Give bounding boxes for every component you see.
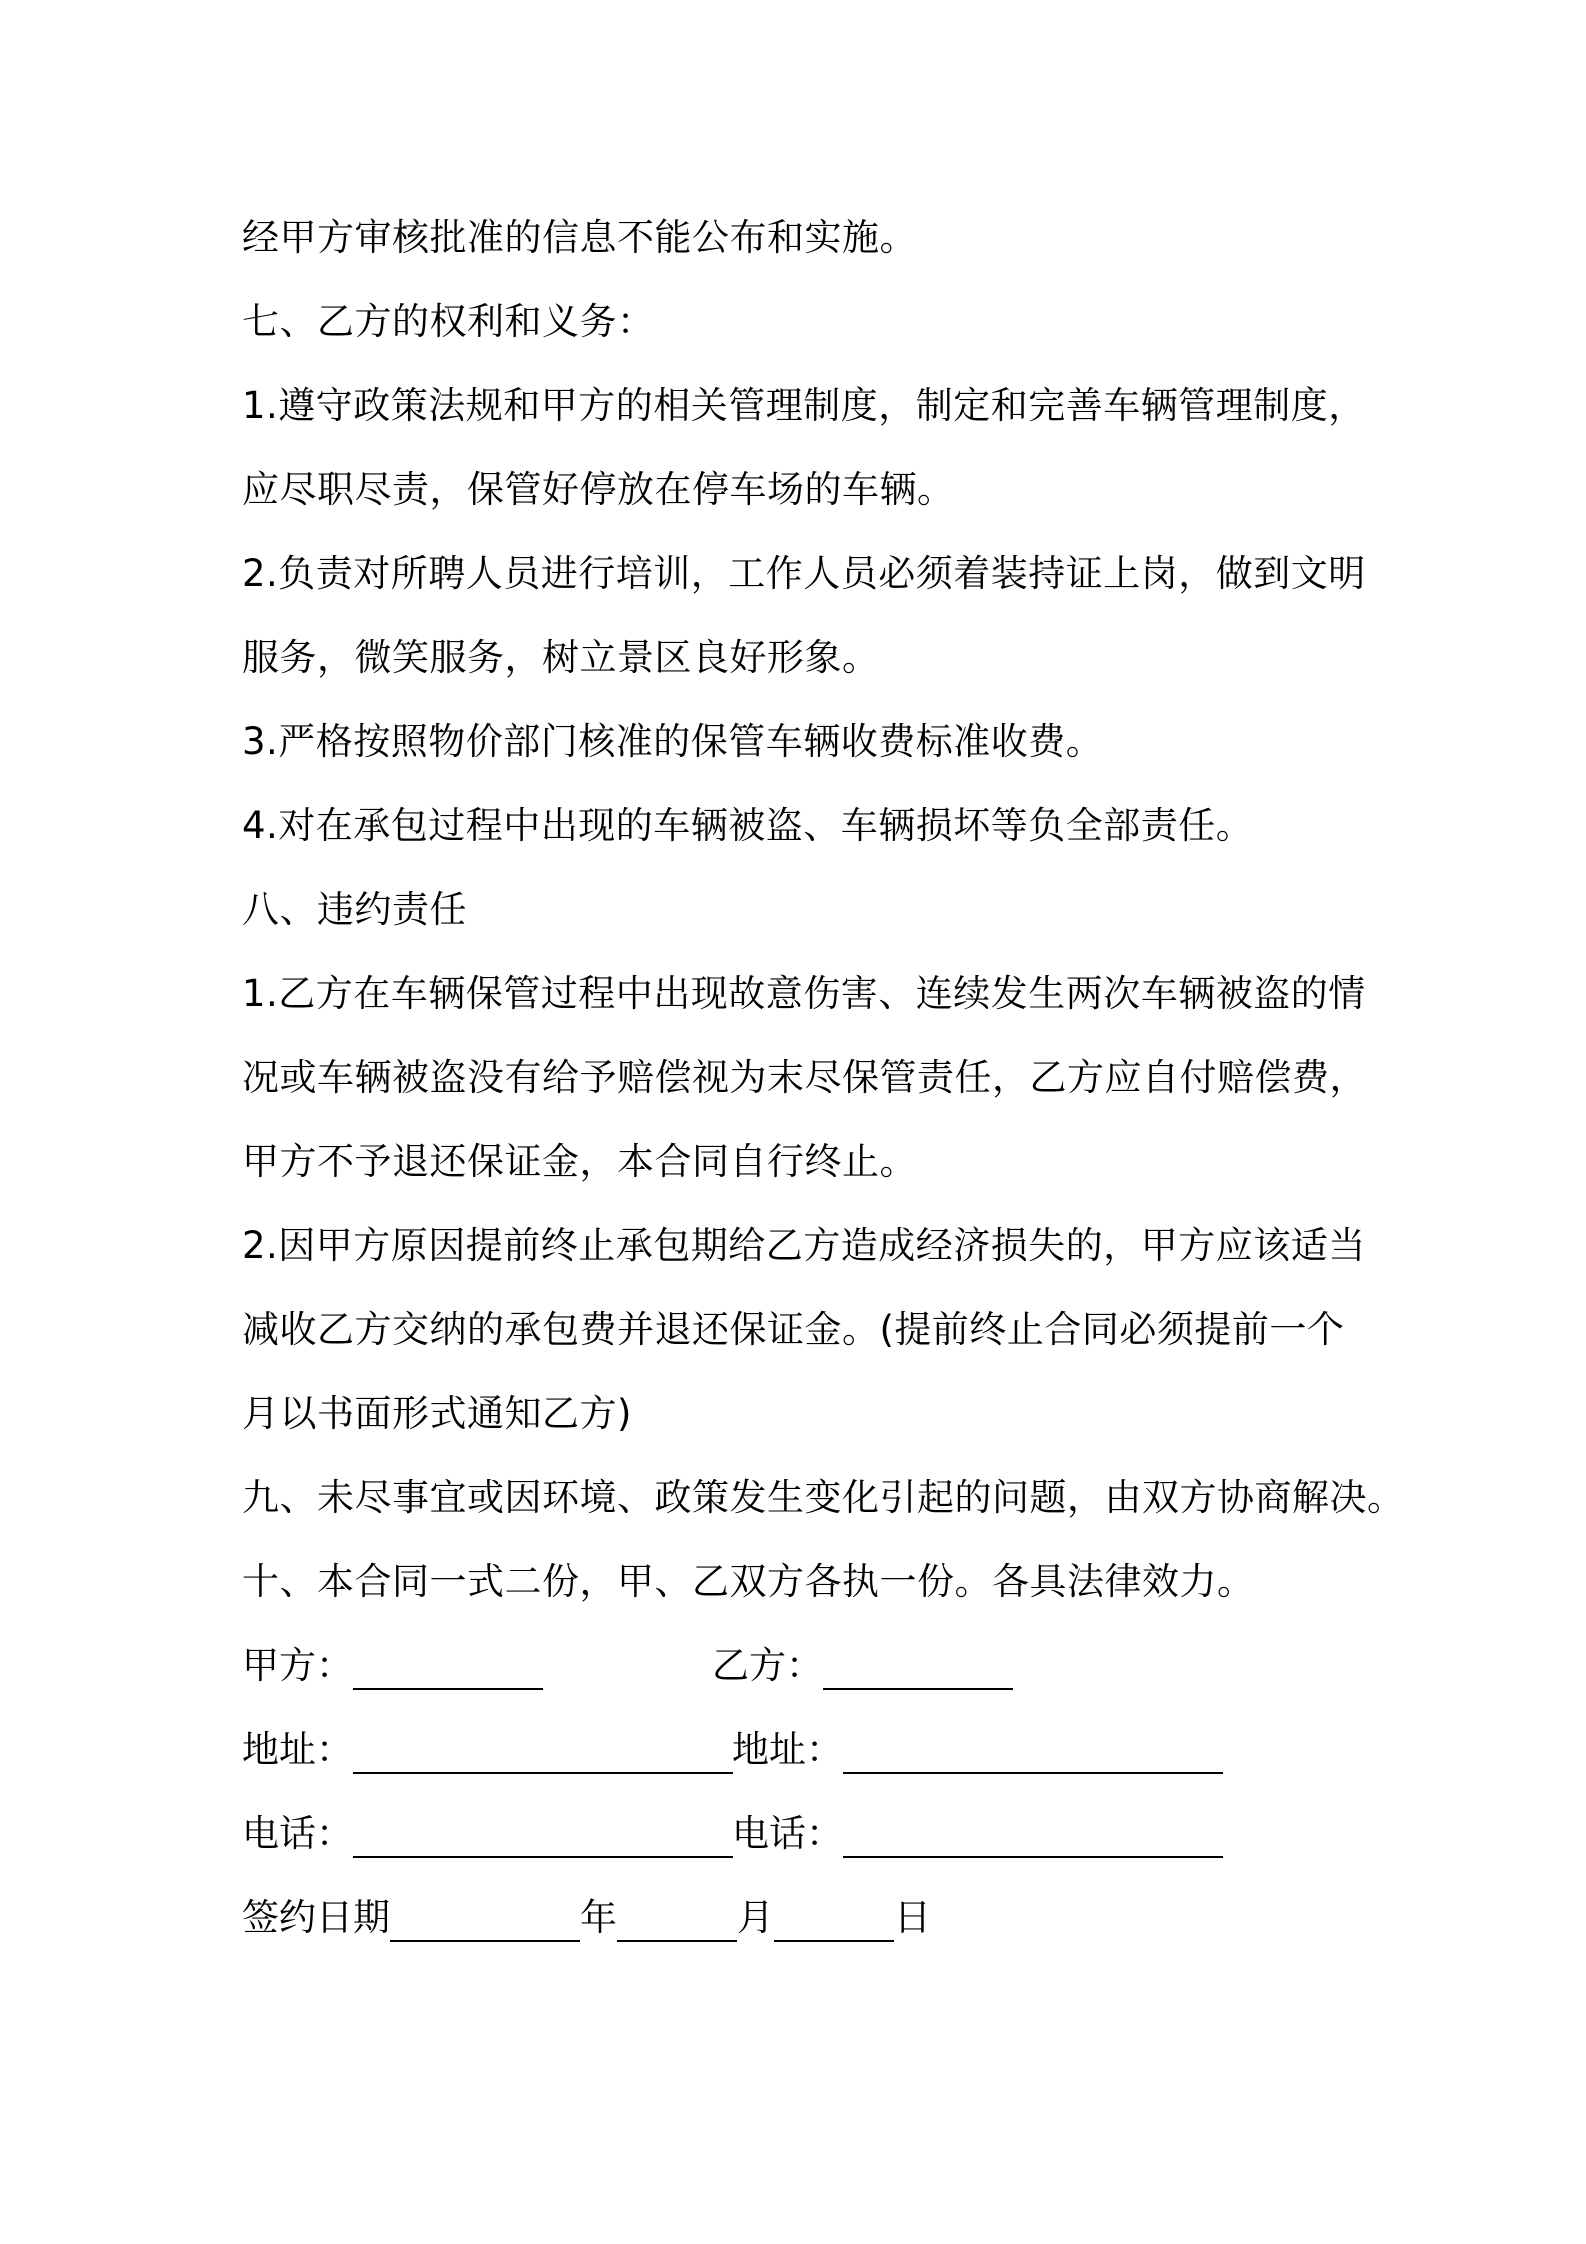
address-a-label: 地址： (242, 1728, 353, 1771)
section-heading-9: 九、未尽事宜或因环境、政策发生变化引起的问题，由双方协商解决。 (242, 1476, 1405, 1519)
phone-a-blank (353, 1798, 733, 1858)
address-row (242, 1702, 1362, 1786)
paragraph-line: 服务，微笑服务，树立景区良好形象。 (242, 636, 880, 679)
address-b-blank (843, 1714, 1223, 1774)
date-label: 签约日期 (242, 1896, 390, 1939)
paragraph-line: 2.因甲方原因提前终止承包期给乙方造成经济损失的，甲方应该适当 (242, 1224, 1366, 1267)
month-blank (617, 1882, 737, 1942)
paragraph-line: 1.遵守政策法规和甲方的相关管理制度，制定和完善车辆管理制度， (242, 384, 1366, 427)
address-a-field (242, 1702, 733, 1792)
party-a-blank (353, 1630, 543, 1690)
paragraph-line: 减收乙方交纳的承包费并退还保证金。(提前终止合同必须提前一个 (242, 1308, 1345, 1351)
contract-body (242, 196, 1405, 1624)
party-row (242, 1618, 1362, 1702)
address-b-label: 地址： (732, 1728, 843, 1771)
phone-a-field (242, 1786, 733, 1876)
address-a-blank (353, 1714, 733, 1774)
month-label: 月 (737, 1896, 774, 1939)
date-row (242, 1870, 1362, 1954)
paragraph-line: 4.对在承包过程中出现的车辆被盗、车辆损坏等负全部责任。 (242, 804, 1254, 847)
address-b-field (732, 1702, 1223, 1792)
phone-b-blank (843, 1798, 1223, 1858)
phone-b-label: 电话： (732, 1812, 843, 1855)
year-label: 年 (580, 1896, 617, 1939)
party-a-label: 甲方： (242, 1644, 353, 1687)
section-heading-7: 七、乙方的权利和义务： (242, 300, 655, 343)
party-b-field (712, 1618, 1013, 1708)
day-blank (774, 1882, 894, 1942)
party-b-blank (823, 1630, 1013, 1690)
phone-a-label: 电话： (242, 1812, 353, 1855)
signing-date-field (242, 1870, 931, 1960)
signature-block (242, 1618, 1362, 1954)
paragraph-line: 月以书面形式通知乙方) (242, 1392, 632, 1435)
section-heading-10: 十、本合同一式二份，甲、乙双方各执一份。各具法律效力。 (242, 1560, 1255, 1603)
paragraph-line: 应尽职尽责，保管好停放在停车场的车辆。 (242, 468, 955, 511)
paragraph-line: 1.乙方在车辆保管过程中出现故意伤害、连续发生两次车辆被盗的情 (242, 972, 1366, 1015)
paragraph-line: 2.负责对所聘人员进行培训，工作人员必须着装持证上岗，做到文明 (242, 552, 1366, 595)
paragraph-line: 3.严格按照物价部门核准的保管车辆收费标准收费。 (242, 720, 1104, 763)
section-heading-8: 八、违约责任 (242, 888, 467, 931)
day-label: 日 (894, 1896, 931, 1939)
year-blank (390, 1882, 580, 1942)
paragraph-line: 经甲方审核批准的信息不能公布和实施。 (242, 216, 917, 259)
paragraph-line: 甲方不予退还保证金，本合同自行终止。 (242, 1140, 917, 1183)
phone-b-field (732, 1786, 1223, 1876)
party-a-field (242, 1618, 543, 1708)
phone-row (242, 1786, 1362, 1870)
paragraph-line: 况或车辆被盗没有给予赔偿视为末尽保管责任，乙方应自付赔偿费， (242, 1056, 1367, 1099)
party-b-label: 乙方： (712, 1644, 823, 1687)
